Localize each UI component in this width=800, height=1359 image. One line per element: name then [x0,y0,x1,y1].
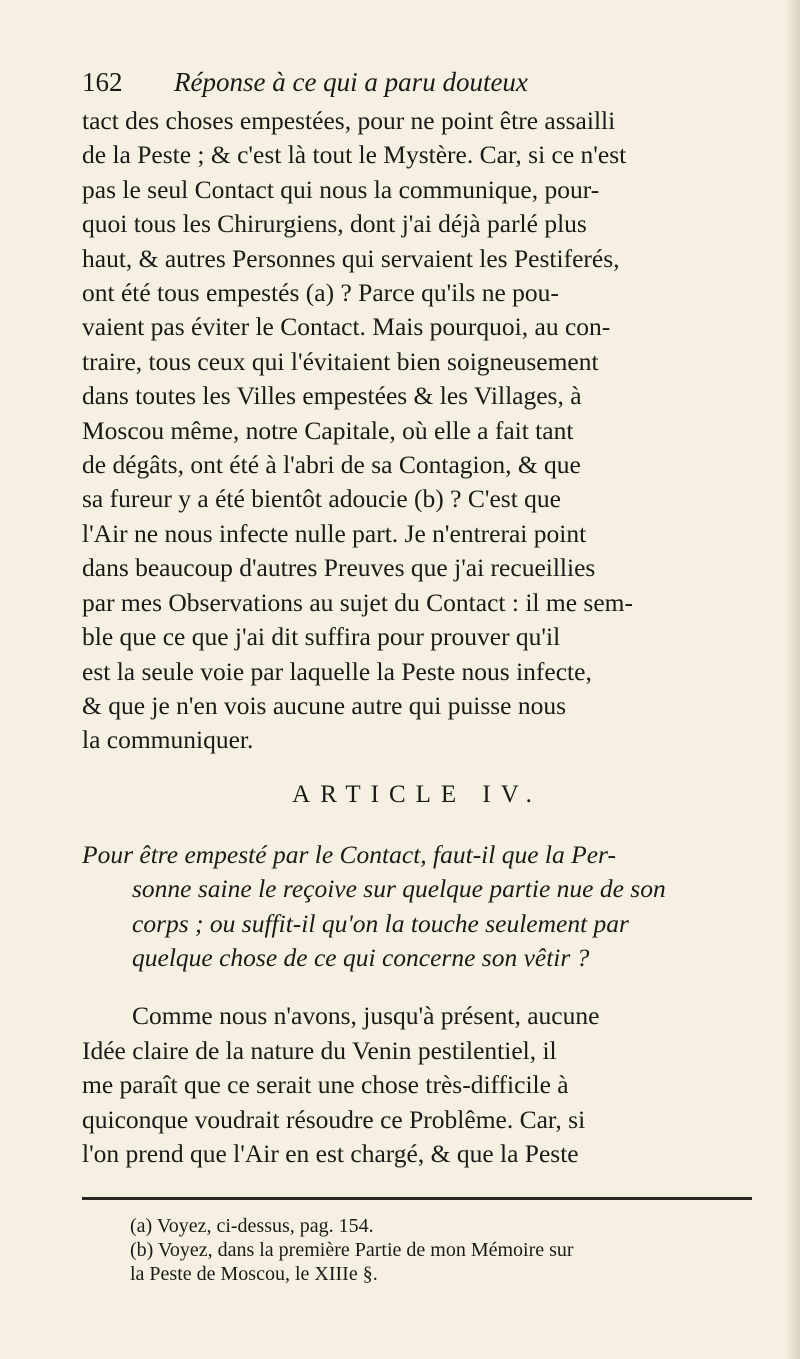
text-line: & que je n'en vois aucune autre qui puisse nous [82,690,567,720]
text-line: est la seule voie par laquelle la Peste nous infecte, [82,656,592,686]
text-line: quoi tous les Chirurgiens, dont j'ai déjà parlé plus [82,209,587,239]
text-line: pas le seul Contact qui nous la communique, pour- [82,174,600,204]
text-line: ble que ce que j'ai dit suffira pour prouver qu'il [82,622,561,652]
footnote: la Peste de Moscou, le XIIIe §. [130,1263,378,1286]
text-line: ont été tous empestés (a) ? Parce qu'ils ne pou- [82,278,559,308]
text-line: Comme nous n'avons, jusqu'à présent, aucune [132,1001,600,1031]
text-line: de dégâts, ont été à l'abri de sa Contagion, & que [82,450,581,480]
text-line: traire, tous ceux qui l'évitaient bien soigneusement [82,346,599,376]
text-line: l'Air ne nous infecte nulle part. Je n'entrerai point [82,518,587,548]
text-line: vaient pas éviter le Contact. Mais pourquoi, au con- [82,312,611,342]
text-line: par mes Observations au sujet du Contact : il me sem- [82,587,633,617]
running-head: Réponse à ce qui a paru douteux [174,67,528,97]
footnote-divider [82,1197,752,1200]
text-line: l'on prend que l'Air en est chargé, & que la Peste [82,1138,579,1168]
answer-paragraph [82,999,752,1171]
text-line: Idée claire de la nature du Venin pestilentiel, il [82,1035,557,1065]
text-line: dans beaucoup d'autres Preuves que j'ai recueillies [82,553,596,583]
body-text [82,104,752,758]
page-edge-shadow [784,0,800,1359]
footnote: (b) Voyez, dans la première Partie de mon Mémoire sur [130,1239,574,1262]
page-number: 162 [82,67,123,97]
article-question [82,838,752,976]
text-line: tact des choses empestées, pour ne point être assailli [82,106,616,135]
footnotes [82,1214,752,1286]
question-line: corps ; ou suffit-il qu'on la touche seulement par [132,908,629,938]
text-line: dans toutes les Villes empestées & les Villages, à [82,381,582,411]
question-line: Pour être empesté par le Contact, faut-il que la Per- [82,839,616,869]
text-line: quiconque voudrait résoudre ce Problême. Car, si [82,1104,586,1134]
question-line: quelque chose de ce qui concerne son vêtir ? [132,942,590,972]
text-line: Moscou même, notre Capitale, où elle a fait tant [82,415,574,445]
question-line: sonne saine le reçoive sur quelque partie nue de son [132,874,666,904]
text-line: sa fureur y a été bientôt adoucie (b) ? C'est que [82,484,561,514]
text-line: haut, & autres Personnes qui servaient les Pestiferés, [82,243,620,273]
text-line: me paraît que ce serait une chose très-difficile à [82,1070,569,1100]
text-line: de la Peste ; & c'est là tout le Mystère. Car, si ce n'est [82,140,627,170]
text-line: la communiquer. [82,725,254,755]
article-heading: ARTICLE IV. [292,780,542,808]
footnote: (a) Voyez, ci-dessus, pag. 154. [130,1215,374,1238]
page-header [82,64,752,100]
